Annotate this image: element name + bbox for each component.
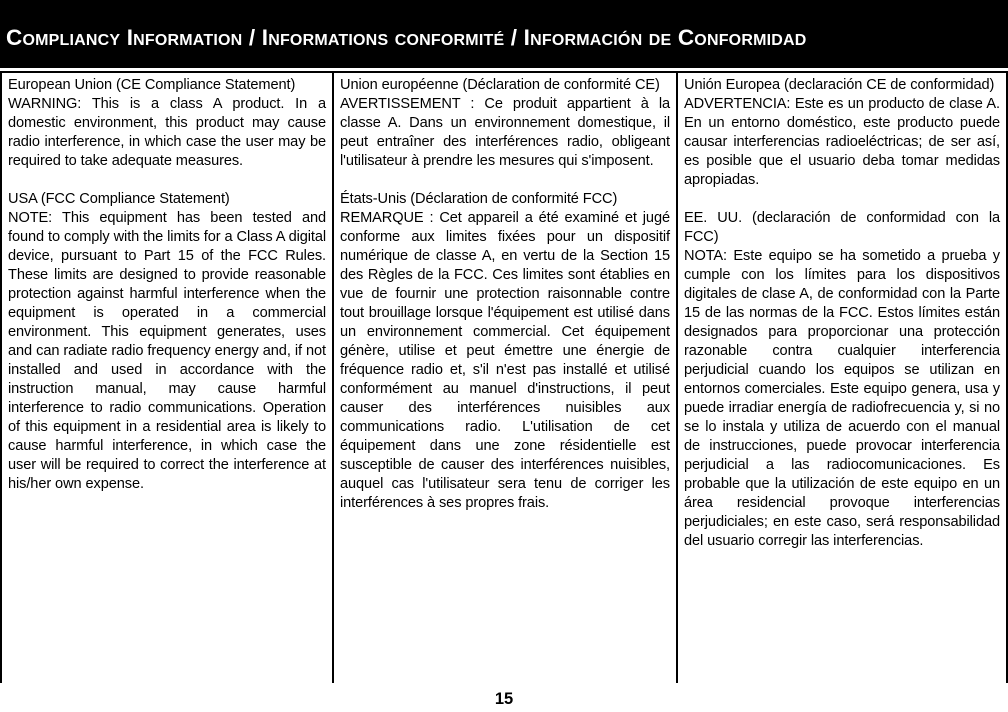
column-french: [332, 73, 676, 683]
section-body-ce-french: AVERTISSEMENT : Ce produit appartient à la classe A. Dans un environnement domestique, il peut entraîner des interférences radio, obligeant l'utilisateur à prendre les mesures qui s'imposent.: [340, 96, 670, 169]
section-body-fcc-french: REMARQUE : Cet appareil a été examiné et jugé conforme aux limites fixées pour un dispositif numérique de classe A, en vertu de la Section 15 des Règles de la FCC. Ces limites sont établies en vue de fournir une protection raisonnable contre tout brouillage lorsque l'équipement est utilisé dans un environnement commercial. Cet équipement génère, utilise et peut émettre une énergie de fréquence radio et, s'il n'est pas installé et utilisé conformément au manuel d'instructions, il peut causer des interférences nuisibles aux communications radio. L'utilisation de cet équipement dans une zone résidentielle est susceptible de causer des interférences nuisibles, auquel cas l'utilisateur sera tenu de corriger les interférences à ses propres frais.: [340, 210, 670, 511]
section-heading-ce-english: European Union (CE Compliance Statement): [8, 77, 296, 93]
section-heading-ce-french: Union européenne (Déclaration de conformité CE): [340, 77, 660, 93]
section-heading-fcc-spanish: EE. UU. (declaración de conformidad con la FCC): [684, 210, 1000, 245]
page-title: Compliancy Information / Informations conformité / Información de Conformidad: [6, 25, 807, 50]
section-heading-fcc-french: États-Unis (Déclaration de conformité FCC): [340, 191, 618, 207]
column-english: [2, 73, 332, 683]
section-heading-ce-spanish: Unión Europea (declaración CE de conformidad): [684, 77, 995, 93]
page-number: 15: [494, 690, 514, 708]
section-body-ce-spanish: ADVERTENCIA: Este es un producto de clase A. En un entorno doméstico, este producto puede causar interferencias radioeléctricas; de ser así, es posible que el usuario deba tomar medidas apropiadas.: [684, 96, 1000, 188]
compliance-table: [0, 71, 1008, 683]
section-body-fcc-spanish: NOTA: Este equipo se ha sometido a prueba y cumple con los límites para los dispositivos digitales de clase A, de conformidad con la Parte 15 de las normas de la FCC. Estos límites están designados para proporcionar una protección razonable contra cualquier interferencia perjudicial cuando los equipos se utilizan en entornos comerciales. Este equipo genera, usa y puede irradiar energía de radiofrecuencia y, si no se lo instala y utiliza de acuerdo con el manual de instrucciones, puede provocar interferencia perjudicial a las radiocomunicaciones. Es probable que la utilización de este equipo en un área residencial provoque interferencias perjudiciales; en este caso, será responsabilidad del usuario corregir las interferencias.: [684, 248, 1000, 549]
section-heading-fcc-english: USA (FCC Compliance Statement): [8, 191, 230, 207]
section-body-ce-english: WARNING: This is a class A product. In a domestic environment, this product may cause radio interference, in which case the user may be required to take adequate measures.: [8, 96, 326, 169]
page-header: [0, 0, 1008, 68]
section-body-fcc-english: NOTE: This equipment has been tested and found to comply with the limits for a Class A digital device, pursuant to Part 15 of the FCC Rules. These limits are designed to provide reasonable protection against harmful interference when the equipment is operated in a commercial environment. This equipment generates, uses and can radiate radio frequency energy and, if not installed and used in accordance with the instruction manual, may cause harmful interference to radio communications. Operation of this equipment in a residential area is likely to cause harmful interference, in which case the user will be required to correct the interference at his/her own expense.: [8, 210, 326, 492]
column-spanish: [676, 73, 1006, 683]
